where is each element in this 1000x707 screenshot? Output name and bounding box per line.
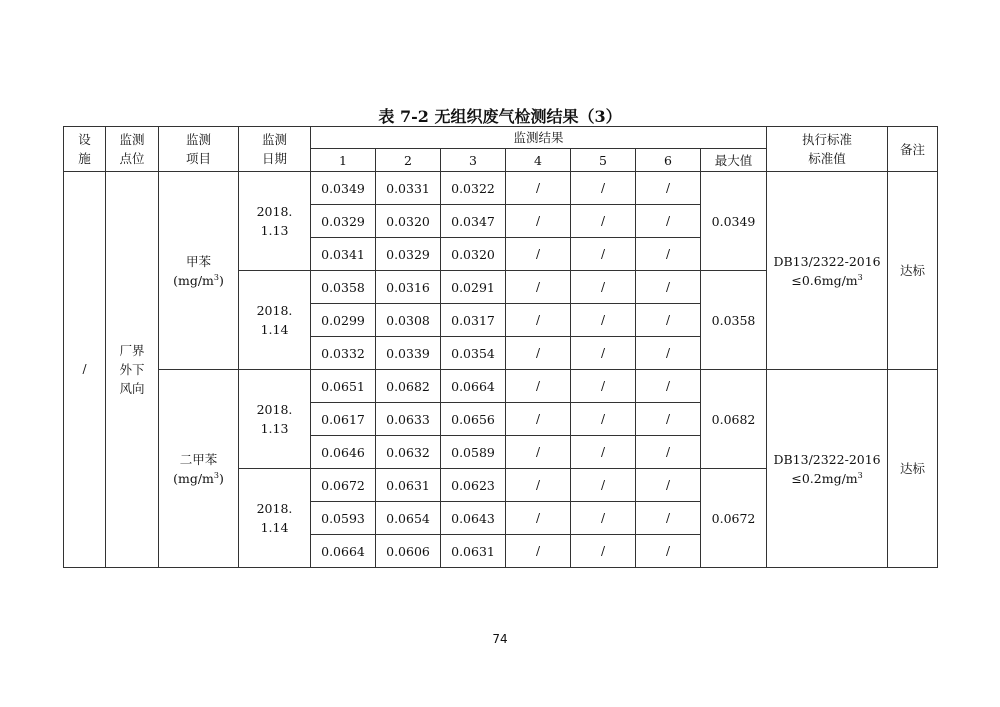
- date-cell: 2018.1.14: [239, 469, 311, 568]
- standard-cell: [767, 172, 888, 370]
- result-cell: /: [506, 304, 571, 337]
- item-cell: [159, 370, 239, 568]
- result-cell: /: [636, 403, 701, 436]
- table-row: [64, 172, 938, 205]
- result-cell: /: [571, 238, 636, 271]
- result-cell: 0.0617: [311, 403, 376, 436]
- result-cell: 0.0329: [376, 238, 441, 271]
- result-cell: /: [506, 535, 571, 568]
- date-cell: 2018.1.13: [239, 370, 311, 469]
- page-number: 74: [492, 632, 508, 646]
- standard-limit-sup: 3: [857, 272, 863, 282]
- standard-cell: [767, 370, 888, 568]
- result-cell: 0.0656: [441, 403, 506, 436]
- result-cell: 0.0347: [441, 205, 506, 238]
- result-cell: 0.0623: [441, 469, 506, 502]
- item-name: 甲苯(mg/m: [173, 253, 214, 288]
- item-unit-sup: 3: [213, 272, 219, 282]
- standard-limit-text: ≤0.2mg/m: [791, 470, 858, 486]
- result-cell: 0.0291: [441, 271, 506, 304]
- result-cell: /: [636, 238, 701, 271]
- header-standard: 执行标准标准值: [767, 127, 888, 172]
- result-cell: 0.0339: [376, 337, 441, 370]
- max-cell: 0.0672: [701, 469, 767, 568]
- item-cell: [159, 172, 239, 370]
- standard-limit: [767, 271, 887, 290]
- header-remark: 备注: [888, 127, 938, 172]
- result-cell: 0.0633: [376, 403, 441, 436]
- result-cell: /: [636, 205, 701, 238]
- item-unit-sup: 3: [213, 470, 219, 480]
- result-cell: 0.0317: [441, 304, 506, 337]
- result-cell: /: [571, 469, 636, 502]
- result-cell: 0.0308: [376, 304, 441, 337]
- result-cell: 0.0664: [441, 370, 506, 403]
- result-cell: /: [506, 469, 571, 502]
- result-cell: /: [636, 337, 701, 370]
- header-facility: 设施: [64, 127, 106, 172]
- result-cell: /: [636, 535, 701, 568]
- result-cell: 0.0349: [311, 172, 376, 205]
- header-col-6: 6: [636, 149, 701, 172]
- result-cell: 0.0651: [311, 370, 376, 403]
- result-cell: /: [636, 469, 701, 502]
- result-cell: /: [636, 304, 701, 337]
- header-col-2: 2: [376, 149, 441, 172]
- result-cell: 0.0682: [376, 370, 441, 403]
- result-cell: /: [571, 403, 636, 436]
- item-suffix: ): [219, 272, 224, 288]
- result-cell: 0.0589: [441, 436, 506, 469]
- result-cell: /: [636, 370, 701, 403]
- header-col-4: 4: [506, 149, 571, 172]
- result-cell: /: [571, 172, 636, 205]
- result-cell: /: [506, 238, 571, 271]
- result-cell: /: [571, 502, 636, 535]
- result-cell: /: [636, 502, 701, 535]
- standard-code: DB13/2322-2016: [773, 451, 881, 467]
- result-cell: 0.0358: [311, 271, 376, 304]
- result-cell: /: [636, 271, 701, 304]
- header-col-3: 3: [441, 149, 506, 172]
- result-cell: 0.0331: [376, 172, 441, 205]
- result-cell: 0.0646: [311, 436, 376, 469]
- item-name: 二甲苯(mg/m: [173, 451, 218, 486]
- header-date: 监测日期: [239, 127, 311, 172]
- result-cell: 0.0606: [376, 535, 441, 568]
- table-title: 表 7-2 无组织废气检测结果（3）: [378, 107, 622, 126]
- facility-cell: /: [64, 172, 106, 568]
- results-table: [63, 126, 938, 568]
- header-results: 监测结果: [311, 127, 767, 149]
- max-cell: 0.0349: [701, 172, 767, 271]
- max-cell: 0.0358: [701, 271, 767, 370]
- result-cell: 0.0354: [441, 337, 506, 370]
- result-cell: 0.0664: [311, 535, 376, 568]
- result-cell: 0.0322: [441, 172, 506, 205]
- result-cell: /: [571, 535, 636, 568]
- result-cell: /: [636, 436, 701, 469]
- result-cell: 0.0332: [311, 337, 376, 370]
- result-cell: 0.0329: [311, 205, 376, 238]
- date-cell: 2018.1.14: [239, 271, 311, 370]
- standard-limit-text: ≤0.6mg/m: [791, 272, 858, 288]
- header-col-max: 最大值: [701, 149, 767, 172]
- point-cell: 厂界外下风向: [106, 172, 159, 568]
- result-cell: 0.0654: [376, 502, 441, 535]
- result-cell: /: [506, 337, 571, 370]
- result-cell: /: [506, 502, 571, 535]
- item-suffix: ): [219, 470, 224, 486]
- header-point: 监测点位: [106, 127, 159, 172]
- result-cell: /: [571, 337, 636, 370]
- result-cell: /: [571, 436, 636, 469]
- header-col-5: 5: [571, 149, 636, 172]
- result-cell: /: [506, 436, 571, 469]
- result-cell: /: [571, 370, 636, 403]
- result-cell: 0.0672: [311, 469, 376, 502]
- result-cell: 0.0299: [311, 304, 376, 337]
- result-cell: /: [506, 370, 571, 403]
- result-cell: 0.0320: [441, 238, 506, 271]
- result-cell: /: [636, 172, 701, 205]
- result-cell: 0.0632: [376, 436, 441, 469]
- result-cell: /: [506, 271, 571, 304]
- date-cell: 2018.1.13: [239, 172, 311, 271]
- result-cell: 0.0631: [376, 469, 441, 502]
- result-cell: 0.0320: [376, 205, 441, 238]
- max-cell: 0.0682: [701, 370, 767, 469]
- standard-limit: [767, 469, 887, 488]
- result-cell: 0.0593: [311, 502, 376, 535]
- remark-cell: 达标: [888, 370, 938, 568]
- result-cell: 0.0341: [311, 238, 376, 271]
- result-cell: /: [506, 205, 571, 238]
- header-col-1: 1: [311, 149, 376, 172]
- header-item: 监测项目: [159, 127, 239, 172]
- result-cell: 0.0316: [376, 271, 441, 304]
- result-cell: 0.0643: [441, 502, 506, 535]
- result-cell: /: [506, 403, 571, 436]
- result-cell: /: [506, 172, 571, 205]
- result-cell: /: [571, 271, 636, 304]
- standard-limit-sup: 3: [857, 470, 863, 480]
- result-cell: /: [571, 304, 636, 337]
- remark-cell: 达标: [888, 172, 938, 370]
- standard-code: DB13/2322-2016: [773, 253, 881, 269]
- result-cell: /: [571, 205, 636, 238]
- result-cell: 0.0631: [441, 535, 506, 568]
- table-row: [64, 370, 938, 403]
